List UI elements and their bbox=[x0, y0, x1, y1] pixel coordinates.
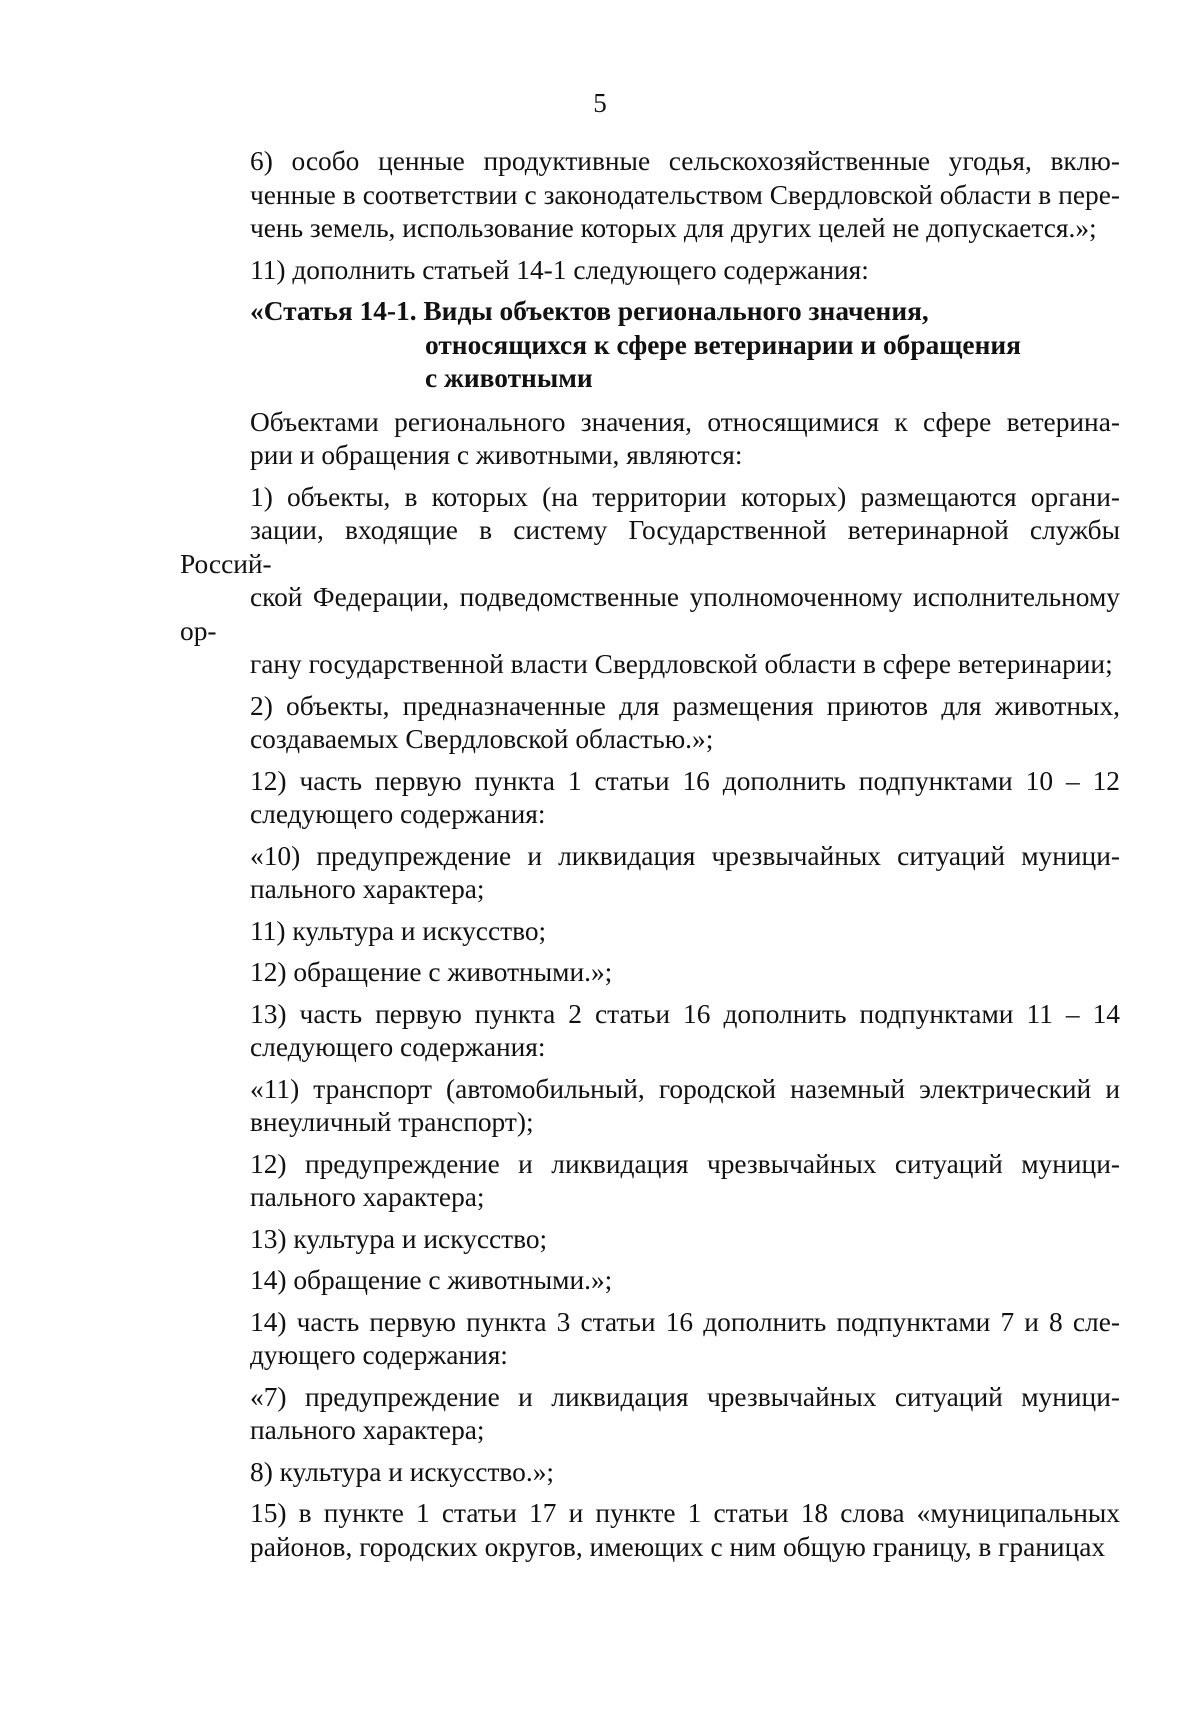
text-line: 12) предупреждение и ликвидация чрезвычайных ситуаций муници- bbox=[250, 1148, 1120, 1179]
text-line: районов, городских округов, имеющих с ним общую границу, в границах bbox=[250, 1531, 1106, 1562]
paragraph bbox=[180, 1381, 1120, 1448]
text-line: рии и обращения с животными, являются: bbox=[250, 440, 743, 470]
text-line: «7) предупреждение и ликвидация чрезвычайных ситуаций муници- bbox=[250, 1381, 1120, 1412]
paragraph bbox=[180, 998, 1120, 1065]
paragraph bbox=[180, 145, 1120, 246]
text-line: 11) культура и искусство; bbox=[250, 915, 547, 946]
paragraph bbox=[180, 254, 1120, 288]
heading-line: относящихся к сфере ветеринарии и обращения bbox=[425, 329, 1021, 360]
text-line: 12) часть первую пункта 1 статьи 16 дополнить подпунктами 10 – 12 bbox=[250, 765, 1120, 796]
paragraph bbox=[180, 1456, 1120, 1490]
text-line: 13) культура и искусство; bbox=[250, 1223, 548, 1254]
paragraph bbox=[180, 690, 1120, 757]
paragraph-group-1 bbox=[180, 145, 1120, 287]
text-line: 14) обращение с животными.»; bbox=[250, 1265, 613, 1295]
text-line: Объектами регионального значения, относящимися к сфере ветерина- bbox=[250, 406, 1120, 437]
text-line: 8) культура и искусство.»; bbox=[250, 1456, 555, 1487]
text-line: следующего содержания: bbox=[250, 799, 546, 829]
paragraph bbox=[180, 1223, 1120, 1257]
paragraph bbox=[180, 840, 1120, 907]
text-line: создаваемых Свердловской областью.»; bbox=[250, 724, 714, 754]
text-line: пального характера; bbox=[250, 1182, 485, 1212]
text-line: ской Федерации, подведомственные уполномоченному исполнительному ор- bbox=[180, 582, 1120, 646]
text-line: чень земель, использование которых для других целей не допускается.»; bbox=[250, 213, 1097, 243]
text-line: следующего содержания: bbox=[250, 1032, 546, 1062]
text-line: «11) транспорт (автомобильный, городской наземный электрический и bbox=[250, 1073, 1120, 1104]
text-line: 11) дополнить статьей 14-1 следующего содержания: bbox=[250, 254, 869, 285]
heading-line: с животными bbox=[425, 363, 593, 393]
paragraph bbox=[180, 481, 1120, 682]
paragraph bbox=[180, 765, 1120, 832]
text-line: 13) часть первую пункта 2 статьи 16 дополнить подпунктами 11 – 14 bbox=[250, 998, 1120, 1029]
text-line: 12) обращение с животными.»; bbox=[250, 957, 613, 987]
page-number: 5 bbox=[593, 88, 607, 118]
paragraph-group-2 bbox=[180, 406, 1120, 1565]
text-line: 6) особо ценные продуктивные сельскохозяйственные угодья, вклю- bbox=[250, 146, 1120, 176]
text-line: зации, входящие в систему Государственной ветеринарной службы Россий- bbox=[180, 515, 1120, 579]
paragraph bbox=[180, 406, 1120, 473]
text-line: дующего содержания: bbox=[250, 1340, 508, 1370]
paragraph bbox=[180, 1306, 1120, 1373]
text-line: пального характера; bbox=[250, 874, 485, 904]
text-line: внеуличный транспорт); bbox=[250, 1107, 534, 1137]
text-line: «10) предупреждение и ликвидация чрезвычайных ситуаций муници- bbox=[250, 840, 1120, 871]
text-line: 2) объекты, предназначенные для размещения приютов для животных, bbox=[250, 690, 1120, 721]
paragraph bbox=[180, 1073, 1120, 1140]
text-line: 14) часть первую пункта 3 статьи 16 дополнить подпунктами 7 и 8 сле- bbox=[250, 1306, 1120, 1337]
text-line: пального характера; bbox=[250, 1415, 485, 1445]
text-line: гану государственной власти Свердловской области в сфере ветеринарии; bbox=[250, 649, 1113, 679]
article-heading bbox=[250, 295, 1120, 396]
paragraph bbox=[180, 956, 1120, 990]
paragraph bbox=[180, 1497, 1120, 1564]
text-line: 1) объекты, в которых (на территории которых) размещаются органи- bbox=[250, 481, 1120, 512]
paragraph bbox=[180, 1264, 1120, 1298]
heading-line: «Статья 14-1. Виды объектов регионального значения, bbox=[250, 296, 929, 326]
text-line: ченные в соответствии с законодательством Свердловской области в пере- bbox=[250, 179, 1120, 210]
paragraph bbox=[180, 1148, 1120, 1215]
document-body bbox=[180, 145, 1120, 1572]
text-line: 15) в пункте 1 статьи 17 и пункте 1 статьи 18 слова «муниципальных bbox=[250, 1498, 1120, 1528]
paragraph bbox=[180, 915, 1120, 949]
